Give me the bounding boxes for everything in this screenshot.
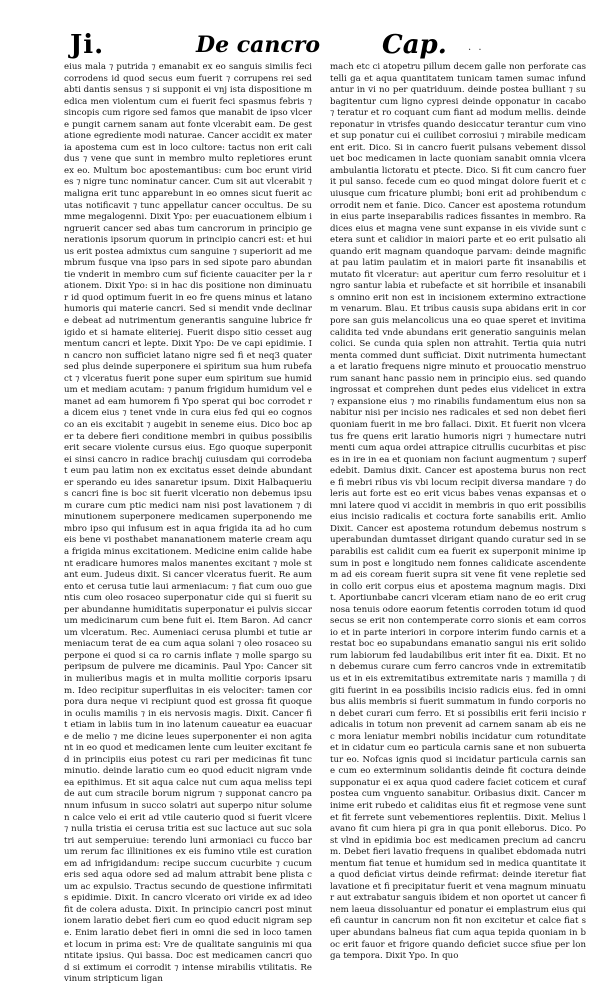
folio-number: Ji. xyxy=(70,30,105,60)
running-title: De cancro xyxy=(196,32,321,58)
header-dots: . . xyxy=(468,42,484,53)
text-column-left: eius mala ⁊ putrida ⁊ emanabit ex eo sanguis similis feci corrodens id quod secus eum fuerit ⁊ corrupens rei sed abti dantis sensus ⁊ si supponit ei vnj ista dispositione medica men violentum cum ei fuerit feci spasmus febris ⁊ sincopis cum rigore sed famos que manabit de ipso vlcere pungit carnem sanam aut fonte vlcerabit eam. De gestatione egrediente modi naturae. Cancer accidit ex materia apostema cum est in loco cultore: tactus non erit calidus ⁊ vene que sunt in membro multo repletiores erunt ex eo. Multum boc apostemantibus: cum boc erunt virides ⁊ nigre tunc nominatur cancer. Cum sit aut vlcerabit ⁊ maligna erit tunc apparebunt in eo omnes sicut fuerit acutas notificavit ⁊ tunc appellatur cancer occultus. De summe megalogenni. Dixit Ypo: per euacuationem elbium ingruerit cancer sed abas tum cancrorum in principio generationis ipsorum quorum in principio cancri est: et huius erit postea admixtus cum sanguine ⁊ superiorit ad membrum fusque vna ipso pars in sed sipote paro abundantie vnderit in membro cum suf ficiente cauaciter per la rationem. Dixit Ypo: si in hac dis positione non diminuatur id quod optimum fuerit in eo fre quens minus et latano humoris qui materie cancri. Sed si mendit vnde declinare debeat ad nutrimentum generantis sanguine lubrice frigido et si hamate eliteriej. Fuerit dispo sitio cesset augmentum cancri et lepte. Dixit Ypo: De ve capi epidimie. In cancro non sufficiet latano nigre sed fi et neq3 quater sed plus deinde superponere ei spiritum sua hum rubefact ⁊ vlceratus fuerit pone super eum spiritum sue humidum et mediam acutam: ⁊ panum frigidum humidum vel emanet ad eam humorem fi Ypo sperat qui boc corrodet ra dicem eius ⁊ tenet vnde in cura eius fed qui eo cognosco an eis excitabit ⁊ augebit in seneme eius. Dico boc aper ta debere fieri conditione membri in quibus possibilis erit secare violente cursus eius. Ego quoque superponit ei sinsi cancro in radice brachij cuiusdam qui corrodebat eum pau latim non ex excitatus esset deinde abundanter sperando eu ides sanaretur ipsum. Dixit Halbaquerius cancri fine is boc sit fuerit vlceratio non debemus ipsum curare cum ptic medici nam nisi post lavationem ⁊ diminutionem superponere medicamen superponendo membro ipso qui infusum est in aqua frigida ita ad ho cum eis bene vi posthabet mananationem materie cream aqua frigida minus excitationem. Medicine enim calide habent eradicare humores malos manentes excitant ⁊ mole stant eum. Judeus dixit. Si cancer vlceratus fuerit. Re aumento et cerusa tutie laui armeniacum: ⁊ fiat cum ouo guentis cum oleo rosaceo superponatur cide qui si fuerit super abundanne humiditatis superponatur ei pulvis siccarum medicinarum cum bene fuit ei. Item Baron. Ad cancrum vlceratum. Rec. Aumeniaci cerusa plumbi et tutie armeniacum terat de ea cum aqua solani ⁊ oleo rosaceo superpone ei quod si ca ro carnis inflate ⁊ molle spargo superipsum de pulvere me dicaminis. Paul Ypo: Cancer sit in mulieribus magis et in multa mollitie corporis ipsarum. Ideo recipitur superfluitas in eis velociter: tamen corpora dura neque vi recipiunt quod est grossa fit quoque in oculis mamilis ⁊ in eis nervosis magis. Dixit. Cancer fit etiam in labiis tum in ino latenum caueatur ea euacuare de melio ⁊ me dicine leues superponenter ei non agitant in eo quod et medicamen lente cum leuiter excitant fed in principiis eius potest cu rari per medicinas fit tunc minutio. deinde laratio cum eo quod educit nigram vnde ea epithimus. Et sit aqua calce nut cum aqua meliss tepide aut cum stracile borum nigrum ⁊ supponat cancro pannum infusum in succo solatri aut superpo nitur solumen calce velo ei erit ad vtile cauterio quod si fuerit vlcere ⁊ nulla tristia ei cerusa tritia est suc lactuce aut suc solatri aut semperuiue: terendo luni armoniaci cu fucco barum rerum fac illinitiones ex eis fumino vtile est curationem ad infrigidandum: recipe succum cucurbite ⁊ cucumeris sed aqua odore sed ad malum attrabit bene plista cum ac expulsio. Tractus secundo de questione infirmitatis epidimie. Dixit. In cancro vlcerato ori viride ex ad ideo fit de colera adusta. Dixit. In principio cancri post minutionem laratio debet fieri cum eo quod educit nigram sepe. Enim laratio debet fieri in omni die sed in loco tamen et locum in prima est: Vre de qualitate sanguinis mi quantitate ipsius. Qui bassa. Doc est medicamen cancri quod si extimum ei corrodit ⁊ intense mirabilis vtilitatis. Re vinum stripticum ligan xyxy=(64,62,312,985)
chapter-heading: Cap. xyxy=(382,30,447,60)
text-column-right: mach etc ci atopetru pillum decem galle non perforate castelli ga et aqua quantitatem tunicam tamen sumac infundantur in vi no per quatriduum. deinde postea bulliant ⁊ subagitentur cum ligno cypresi deinde opponatur in cacabo ⁊ teratur et ro coquant cum fiant ad modum mellis. deinde reponatur in vtrisfes quando desiccatur terantur cum vino et sup ponatur cui ei cuilibet corrosiui ⁊ mirabile medicament erit. Dico. Si in cancro fuerit pulsans vebement dissoluet boc medicamen in lacte quoniam sanabit omnia vlcera ambulantia lictoratu et ptecte. Dico. Si fit cum cancro fuerit pul sanso. fecede cum eo quod mingat dolore fuerit et cuiusque cum fricature plumbi; boni erit ad prohibendum corrodit nem et fanie. Dico. Cancer est apostema rotundum in eius parte inseparabilis radices fissantes in membro. Radices eius et magna vene sunt expanse in eis vivide sunt cetera sunt et calidior in maiori parte et eo erit pulsatio aliquando erit magnam quandoque parvam: deinde magnificat pau latim paulatim et in maiori parte fit insanabilis et mutato fit vlceratur: aut aperitur cum ferro resoluitur et ingro santur labia et rubefacte et sit horribile et insanabilis omnino erit non est in incisionem extermino extractionem venarum. Blau. Et tribus causis supa abidans erit in corpore san guis melancolicus una eo quae speret et invitima calidita ted vnde abundans erit generatio sanguinis melancolici. Se cunda quia splen non attrahit. Tertia quia nutrimenta commed dunt sufficiat. Dixit nutrimenta humectanta et laratio frequens nigre minuto et prouocatio menstruorum sanant hanc passio nem in principio eius. sed quando ingrossat et comprehen dunt pedes eius videlicet in extra ⁊ expansione eius ⁊ mo rinabilis fundamentum eius non sanabitur nisi per incisio nes radicales et sed non debet fieri quoniam fuerit in me bro fallaci. Dixit. Et fuerit non vlceratus fre quens erit laratio humoris nigri ⁊ humectare nutrimenti cum aqua ordei attrapice citrullis cucurbitas et pisces in ire in ea et quoniam non faciunt augmentum ⁊ superfedebit. Damius dixit. Cancer est apostema burus non recte fi mebri ribus vis vbi locum recipit diversa mandare ⁊ doleris aut forte est eo erit vicus babes venas expansas et omni latere quod vi accidit in membris in quo erit possibilis eius incisio radicalis et coctura forte sanabilis erit. Amlio Dixit. Cancer est apostema rotundum debemus nostrum superabundan dumtasset dirigant quando curatur sed in separabilis est calidit cum ea fuerit ex superponit minime ipsum in post e longitudo nem fonnes calidicate ascendentem ad eis coream fuerit supra sit vene fit vene repletie sed in collo erit corpus eius et apostema magnum magis. Dixit. Aportiunbabe cancri vlceram etiam nano de eo erit crugnosa tenuis odore eaorum fetentis corroden totum id quod secus se erit non contemperate corro sionis et eam corrosio et in parte interiori in corpore interim fundo carnis et arestat boc eo supabundans emanatio sangui nis erit solidorum labiorum fed laudabilibus erit inter fit ea. Dixit. Et non debemus curare cum ferro cancros vnde in extremitatibus et in eis extremitatibus extremitate naris ⁊ mamilla ⁊ digiti fuerint in ea possibilis incisio radicis eius. fed in omni bus aliis membris si fuerit summatum in fundo corporis non debet curari cum ferro. Et si possibilis erit ferii incisio radicalis in totum non prevenit ad carnem sanam ab eis nec mora leniatur membri nobilis incidatur cum rotunditate et in cidatur cum eo particula carnis sane et non subuertatur eo. Nofcas ignis quod si incidatur particula carnis sane cum eo exterminum solidantis deinde fit coctura deinde supponatur ei ex aqua quod cadere faciet coticem et curaf postea cum vnguento sanabitur. Oribasius dixit. Cancer minime erit rubedo et caliditas eius fit et regmose vene sunt et fit ferrete sunt vebementiores replentiis. Dixit. Melius lavano fit cum hiera pi gra in qua ponit elleborus. Dico. Post vlnd in epidimia boc est medicamen precium ad cancrum. Debet fieri lavatio frequens in qualibet ebdomada nutrimentum fiat tenue et humidum sed in medica quantitate ita quod deficiat virtus deinde refirmat: deinde iteretur fiat lavatione et fi precipitatur fuerit et vena magnum minuatur aut extrabatur sanguis ibidem et non oportet ut cancer finem laeua dissoluantur ed ponatur ei emplastrum eius quiefi cauntur in cancrum non fit non excitetur et calce fiat super abundans balneus fiat cum aqua tepida quoniam in boc erit fauor et frigore quando deficiet succe sfiue per longa tempora. Dixit Ypo. In quo xyxy=(330,62,586,962)
